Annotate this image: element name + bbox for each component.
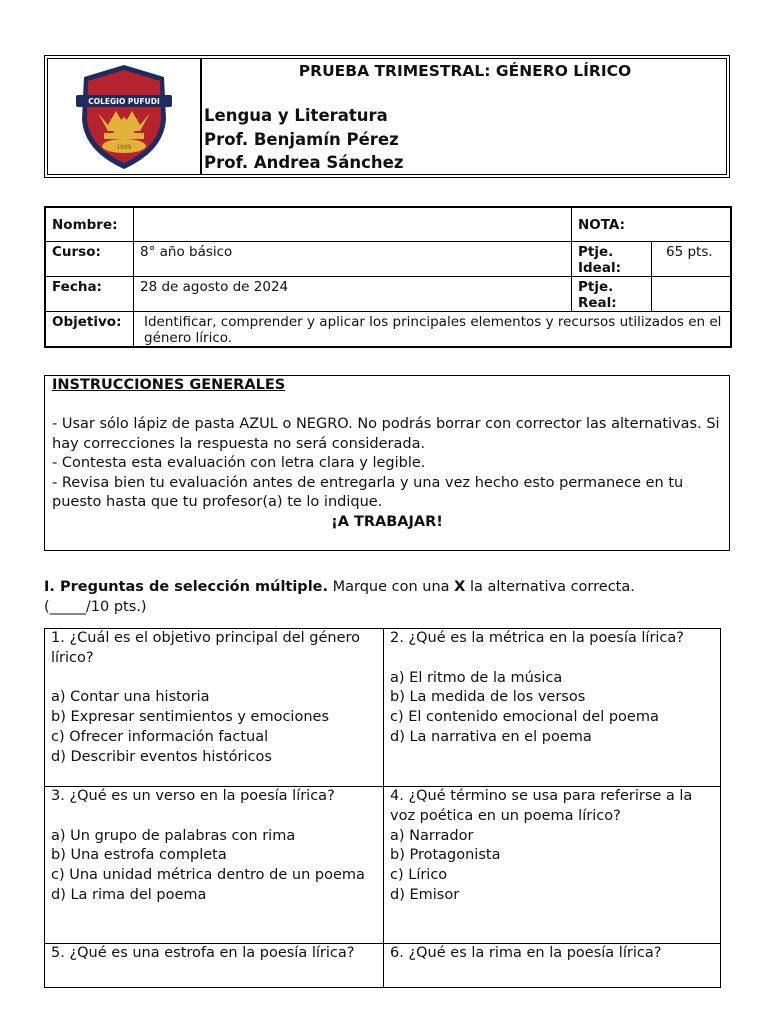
- option-c[interactable]: c) El contenido emocional del poema: [390, 709, 659, 726]
- ideal-score-label: Ptje. Ideal:: [572, 242, 652, 277]
- logo-year: 1999: [116, 144, 132, 151]
- instructions-title: INSTRUCCIONES GENERALES: [52, 377, 286, 393]
- option-a[interactable]: a) Narrador: [390, 827, 474, 844]
- question-3: [45, 787, 383, 943]
- option-d[interactable]: d) Describir eventos históricos: [51, 748, 272, 765]
- question-6: [384, 944, 722, 989]
- option-c[interactable]: c) Lírico: [390, 867, 448, 884]
- grade-label: NOTA:: [572, 208, 730, 242]
- date-label: Fecha:: [46, 277, 134, 312]
- option-d[interactable]: d) Emisor: [390, 886, 460, 903]
- question-2: [384, 629, 722, 786]
- section-1-instruction-pre: Marque con una: [328, 579, 455, 595]
- name-field[interactable]: [134, 208, 572, 242]
- objective-value: Identificar, comprender y aplicar los principales elementos y recursos utilizados en el género lírico.: [144, 314, 722, 346]
- course-label: Curso:: [46, 242, 134, 277]
- section-1-instruction-post: la alternativa correcta.: [465, 579, 635, 595]
- teacher-1: Prof. Benjamín Pérez: [204, 130, 399, 149]
- question-text: 1. ¿Cuál es el objetivo principal del género lírico?: [51, 630, 361, 666]
- course-value: 8° año básico: [134, 242, 572, 277]
- teacher-2: Prof. Andrea Sánchez: [204, 153, 404, 172]
- question-text: 6. ¿Qué es la rima en la poesía lírica?: [390, 945, 662, 961]
- option-a[interactable]: a) Contar una historia: [51, 689, 210, 706]
- exam-title: PRUEBA TRIMESTRAL: GÉNERO LÍRICO: [298, 62, 632, 80]
- question-text: 4. ¿Qué término se usa para referirse a la voz poética en un poema lírico?: [390, 788, 693, 824]
- section-1-mark: X: [454, 579, 466, 595]
- questions-grid: [44, 628, 721, 988]
- objective-label: Objetivo:: [46, 312, 134, 346]
- option-d[interactable]: d) La narrativa en el poema: [390, 728, 592, 745]
- option-b[interactable]: b) Expresar sentimientos y emociones: [51, 709, 329, 726]
- title-cell: [204, 59, 726, 174]
- name-label: Nombre:: [46, 208, 134, 242]
- option-d[interactable]: d) La rima del poema: [51, 886, 207, 903]
- school-logo: [74, 61, 174, 173]
- logo-cell: [48, 59, 202, 174]
- instruction-line-2: - Contesta esta evaluación con letra clara y legible.: [52, 455, 426, 471]
- section-1-points: (_____/10 pts.): [44, 599, 147, 615]
- option-c[interactable]: c) Una unidad métrica dentro de un poema: [51, 867, 365, 884]
- student-info-table: [44, 206, 732, 348]
- section-1-title: I. Preguntas de selección múltiple.: [44, 579, 329, 595]
- instruction-line-3: - Revisa bien tu evaluación antes de entregarla y una vez hecho esto permanece en tu puesto hasta que tu profesor(a) te lo indique.: [52, 474, 684, 510]
- logo-school-name: COLEGIO PUFUDI: [88, 97, 160, 106]
- real-score-label: Ptje. Real:: [572, 277, 652, 312]
- question-text: 5. ¿Qué es una estrofa en la poesía lírica?: [51, 945, 355, 961]
- option-b[interactable]: b) Una estrofa completa: [51, 847, 227, 864]
- section-1-heading: [44, 577, 730, 617]
- instructions-closing: ¡A TRABAJAR!: [331, 513, 443, 530]
- subject-name: Lengua y Literatura: [204, 106, 388, 125]
- ideal-score-value: 65 pts.: [652, 242, 730, 277]
- question-text: 2. ¿Qué es la métrica en la poesía lírica?: [390, 630, 684, 646]
- question-4: [384, 787, 722, 943]
- option-c[interactable]: c) Ofrecer información factual: [51, 728, 269, 745]
- question-5: [45, 944, 383, 989]
- date-value: 28 de agosto de 2024: [134, 277, 572, 312]
- exam-header: [44, 55, 730, 178]
- option-b[interactable]: b) La medida de los versos: [390, 689, 586, 706]
- instruction-line-1: - Usar sólo lápiz de pasta AZUL o NEGRO. No podrás borrar con corrector las alternativas. Si hay correcciones la respuesta no será considerada.: [52, 416, 720, 452]
- option-a[interactable]: a) Un grupo de palabras con rima: [51, 827, 296, 844]
- option-a[interactable]: a) El ritmo de la música: [390, 669, 563, 686]
- general-instructions: [44, 375, 730, 551]
- option-b[interactable]: b) Protagonista: [390, 847, 501, 864]
- question-1: [45, 629, 383, 786]
- question-text: 3. ¿Qué es un verso en la poesía lírica?: [51, 788, 335, 804]
- real-score-field[interactable]: [652, 277, 730, 312]
